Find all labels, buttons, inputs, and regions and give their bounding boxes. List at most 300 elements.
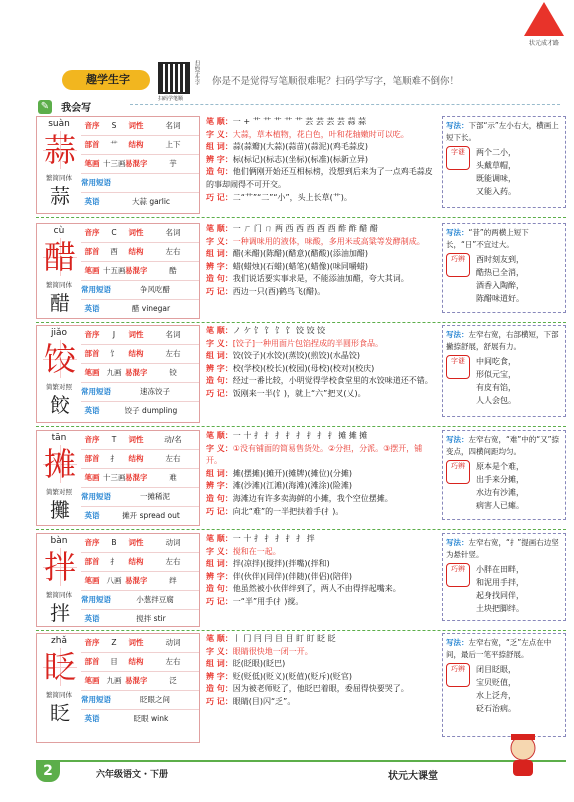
info-row	[81, 281, 199, 300]
detail-label: 辨 字：	[206, 154, 233, 164]
detail-qiaoji: 眼睛(目)闪“乏”。	[232, 696, 296, 706]
info-cell: 左右	[165, 454, 181, 463]
detail-zuci: 眨(眨眼)(眨巴)	[232, 659, 286, 669]
char-entry	[36, 223, 566, 319]
main-character: 摊	[43, 445, 76, 483]
poem-line: 头戴草帽，	[476, 161, 516, 170]
info-cell: 名词	[165, 228, 181, 237]
info-cell: J	[112, 330, 116, 339]
info-cell: 部首	[84, 247, 100, 256]
info-cell: 部首	[84, 454, 100, 463]
info-grid	[81, 534, 199, 628]
detail-qiaoji: 二“艹”“二”“小”，头上长草(艹)。	[232, 192, 352, 202]
detail-label: 字 义：	[206, 646, 233, 656]
detail-line	[206, 646, 438, 659]
info-cell: 动词	[165, 638, 181, 647]
info-row	[81, 634, 199, 653]
detail-zuci: 摊(摆摊)(摊开)(摊牌)(摊位)(分摊)	[232, 468, 353, 478]
info-cell: 词性	[128, 228, 144, 237]
detail-label: 字 义：	[206, 129, 233, 139]
detail-line	[206, 350, 438, 363]
info-row	[81, 572, 199, 591]
variant-character: 攤	[50, 498, 70, 522]
poem-line: 水边有沙滩，	[476, 488, 524, 497]
variant-label: 简繁对照	[46, 488, 72, 496]
detail-line	[206, 596, 438, 609]
info-cell: 英语	[84, 304, 100, 313]
qr-side-caption: 扫码学生字	[194, 60, 200, 85]
info-cell: 音序	[84, 435, 100, 444]
tip-poem	[476, 460, 524, 512]
detail-bianzi: 伴(伙伴)(同伴)(伴随)(伴侣)(陪伴)	[232, 571, 353, 581]
detail-bihua: 一 + 艹 艹 艹 艹 艹 芸 芸 芸 芸 蒜 蒜	[232, 117, 367, 126]
tip-label: 写法：	[446, 638, 469, 647]
tip-poem	[476, 146, 516, 198]
info-row	[81, 174, 199, 193]
info-grid	[81, 224, 199, 318]
entry-separator	[36, 322, 566, 323]
info-cell: 艹	[110, 140, 118, 149]
detail-bihua: 丨 冂 冃 冃 目 目 盯 盯 眨 眨	[232, 634, 336, 643]
info-row	[81, 591, 199, 610]
detail-label: 巧 记：	[206, 286, 233, 296]
detail-line	[206, 223, 438, 236]
section-header	[62, 60, 562, 102]
footer	[36, 760, 566, 784]
info-cell: 部首	[84, 557, 100, 566]
info-cell: 结构	[128, 657, 144, 666]
detail-line	[206, 430, 438, 443]
info-cell: 部首	[84, 349, 100, 358]
section-title: 趣学生字	[62, 70, 150, 90]
detail-label: 辨 字：	[206, 571, 233, 581]
tip-poem	[476, 563, 524, 615]
info-cell: 一摊稀泥	[140, 492, 170, 501]
pinyin: cù	[53, 226, 65, 236]
char-entry	[36, 430, 566, 526]
info-cell: 部首	[84, 140, 100, 149]
tip-badge: 字谜	[446, 146, 470, 170]
variant-label: 繁简同体	[46, 591, 72, 599]
info-cell: 十五画	[103, 266, 125, 275]
tip-text: 下部“示”左小右大，横画上短下长。	[446, 121, 559, 142]
detail-line	[206, 493, 438, 506]
info-cell: 结构	[128, 557, 144, 566]
detail-ziyi: [饺子]一种用面片包馅捏成的半圆形食品。	[232, 338, 384, 348]
detail-zaoju: 因为被老师贬了，他眨巴着眼，委屈得快要哭了。	[232, 684, 409, 694]
info-cell: 八画	[106, 576, 122, 585]
info-cell: 左右	[165, 557, 181, 566]
tip-badge: 巧辨	[446, 460, 470, 484]
info-cell: 争风吃醋	[140, 285, 170, 294]
detail-line	[206, 683, 438, 696]
variant-label: 繁简同体	[46, 691, 72, 699]
logo-text: 状元成才路	[528, 40, 559, 47]
info-cell: 酉	[110, 247, 118, 256]
info-cell: 左右	[165, 657, 181, 666]
poem-line: 酒香入陶醉，	[476, 281, 524, 290]
variant-label: 繁简同体	[46, 174, 72, 182]
info-cell: 左右	[165, 349, 181, 358]
poem-line: 陈醋味道好。	[476, 294, 524, 303]
variant-character: 拌	[50, 601, 70, 625]
poem-line: 又能入药。	[476, 187, 516, 196]
detail-bihua: 一 十 扌 扌 扌 扌 扌 扌 扌 扌 摊 摊 摊	[232, 431, 368, 440]
info-cell: 结构	[128, 349, 144, 358]
detail-line	[206, 506, 438, 519]
info-cell: 易混字	[125, 266, 147, 275]
detail-label: 辨 字：	[206, 363, 233, 373]
info-grid	[81, 326, 199, 420]
detail-line	[206, 325, 438, 338]
info-cell: 词性	[128, 121, 144, 130]
detail-label: 巧 记：	[206, 596, 233, 606]
char-details	[206, 116, 438, 204]
subsection-label: 我会写	[61, 103, 92, 114]
info-row	[81, 672, 199, 691]
detail-line	[206, 363, 438, 376]
char-entry	[36, 116, 566, 214]
info-cell: 笔画	[84, 473, 100, 482]
detail-label: 笔 顺：	[206, 224, 233, 233]
detail-label: 字 义：	[206, 546, 233, 556]
info-cell: 常用短语	[81, 178, 111, 187]
info-cell: 小葱拌豆腐	[136, 595, 174, 604]
info-row	[81, 136, 199, 155]
tip-poem	[476, 253, 524, 305]
writing-tips	[442, 223, 566, 313]
detail-bianzi: 标(标记)(标志)(坐标)(标准)(标新立异)	[232, 154, 369, 164]
logo-triangle-icon	[524, 2, 564, 36]
info-cell: 泛	[169, 676, 177, 685]
info-cell: 十三画	[103, 473, 125, 482]
info-cell: 英语	[84, 614, 100, 623]
info-row	[81, 553, 199, 572]
detail-zaoju: 海滩边有许多卖海鲜的小摊，我个空位摆摊。	[232, 493, 393, 503]
detail-bihua: ノ ケ 饣 饣 饣 饣 饺 饺 饺	[232, 326, 326, 335]
info-cell: 音序	[84, 638, 100, 647]
info-cell: 常用短语	[81, 695, 111, 704]
tip-badge: 巧辨	[446, 563, 470, 587]
detail-line	[206, 571, 438, 584]
info-cell: 词性	[128, 538, 144, 547]
pinyin: bàn	[50, 536, 68, 546]
pinyin: zhǎ	[51, 636, 67, 646]
info-row	[81, 507, 199, 525]
detail-line	[206, 166, 438, 191]
detail-line	[206, 633, 438, 646]
info-cell: B	[111, 538, 117, 547]
detail-line	[206, 338, 438, 351]
poem-line: 出手来分摊，	[476, 475, 524, 484]
tip-text: “昔”的两横上短下长，“日”不宜过大。	[446, 228, 529, 249]
info-cell: 目	[110, 657, 118, 666]
detail-line	[206, 658, 438, 671]
char-card	[36, 430, 200, 526]
info-row	[81, 710, 199, 728]
detail-line	[206, 236, 438, 249]
variant-character: 醋	[50, 291, 70, 315]
detail-line	[206, 261, 438, 274]
mascot-icon	[500, 730, 546, 780]
detail-bihua: 一 ㄏ 门 ㄇ 两 西 西 酉 酉 酉 酢 酢 醋 醋	[232, 224, 378, 233]
info-cell: 结构	[128, 454, 144, 463]
tip-text: 左窄右宽，“难”中的“又”捺变点，四横间距均匀。	[446, 435, 560, 456]
info-row	[81, 224, 199, 243]
variant-label: 繁简同体	[46, 281, 72, 289]
detail-ziyi: 大蒜，草本植物，花白色，叶和花轴嫩时可以吃。	[232, 129, 409, 139]
info-cell: 饺子 dumpling	[124, 406, 178, 415]
info-cell: 搅拌 stir	[136, 614, 166, 623]
detail-label: 组 词：	[206, 142, 233, 152]
book-title: 六年级语文・下册	[96, 770, 169, 780]
char-card	[36, 533, 200, 627]
info-cell: Z	[111, 638, 117, 647]
variant-character: 蒜	[50, 184, 70, 208]
char-details	[206, 223, 438, 299]
info-cell: 音序	[84, 538, 100, 547]
info-cell: 常用短语	[81, 387, 111, 396]
info-cell: 难	[169, 473, 177, 482]
detail-label: 造 句：	[206, 584, 233, 594]
detail-line	[206, 443, 438, 468]
detail-label: 字 义：	[206, 443, 233, 453]
detail-line	[206, 273, 438, 286]
tip-label: 写法：	[446, 330, 469, 339]
info-cell: 部首	[84, 657, 100, 666]
info-cell: 易混字	[125, 676, 147, 685]
poem-line: 既能调味，	[476, 174, 516, 183]
detail-ziyi: 眼睛很快地一闭一开。	[232, 646, 313, 656]
info-cell: 芋	[169, 159, 177, 168]
page-number: 2	[36, 760, 60, 782]
info-cell: 铰	[169, 368, 177, 377]
char-details	[206, 633, 438, 709]
info-cell: 酷	[169, 266, 177, 275]
info-cell: 名词	[165, 330, 181, 339]
detail-ziyi: 搅和在一起。	[232, 546, 281, 556]
detail-line	[206, 248, 438, 261]
info-cell: 结构	[128, 247, 144, 256]
tip-poem	[476, 663, 516, 715]
info-cell: 笔画	[84, 368, 100, 377]
info-cell: 易混字	[125, 159, 147, 168]
poem-line: 酷热已全消，	[476, 268, 524, 277]
detail-line	[206, 154, 438, 167]
info-cell: 英语	[84, 511, 100, 520]
detail-label: 巧 记：	[206, 696, 233, 706]
info-cell: 大蒜 garlic	[131, 197, 171, 206]
detail-qiaoji: 一“半”用手(扌)搅。	[232, 596, 304, 606]
info-row	[81, 243, 199, 262]
info-cell: 笔画	[84, 576, 100, 585]
info-cell: 笔画	[84, 159, 100, 168]
char-card	[36, 116, 200, 214]
info-cell: 速冻饺子	[140, 387, 170, 396]
detail-line	[206, 533, 438, 546]
qr-code-icon[interactable]	[158, 62, 190, 94]
pinyin: suàn	[48, 119, 70, 129]
poem-line: 起身找同伴，	[476, 591, 524, 600]
poem-line: 形似元宝，	[476, 370, 516, 379]
detail-ziyi: ①没有铺面的简易售货处。②分担，分派。③摆开，铺开。	[206, 443, 423, 466]
detail-bianzi: 贬(贬低)(贬义)(贬值)(贬斥)(贬官)	[232, 671, 353, 681]
detail-line	[206, 558, 438, 571]
poem-line: 小胖在田畔，	[476, 565, 524, 574]
info-cell: 饣	[110, 349, 118, 358]
detail-label: 字 义：	[206, 338, 233, 348]
poem-line: 和泥用手拌，	[476, 578, 524, 587]
tip-label: 写法：	[446, 121, 469, 130]
detail-bianzi: 滩(沙滩)(江滩)(海滩)(滩涂)(险滩)	[232, 481, 353, 491]
info-grid	[81, 634, 199, 728]
tip-text: 左窄右宽，右部横短，下部撇捺舒展，舒展有力。	[446, 330, 559, 351]
info-row	[81, 450, 199, 469]
entry-separator	[36, 529, 566, 530]
detail-line	[206, 388, 438, 401]
detail-qiaoji: 西边一只(酉)鹤鸟飞(醋)。	[232, 286, 326, 296]
info-row	[81, 155, 199, 174]
detail-label: 造 句：	[206, 684, 233, 694]
info-cell: C	[111, 228, 117, 237]
brand-name: 状元大课堂	[388, 771, 438, 782]
detail-label: 笔 顺：	[206, 117, 233, 126]
info-cell: 易混字	[125, 473, 147, 482]
info-cell: 结构	[128, 140, 144, 149]
info-row	[81, 262, 199, 281]
detail-zaoju: 经过一番比较，小明觉得学校食堂里的水饺味道还不错。	[232, 376, 433, 386]
char-details	[206, 430, 438, 518]
poem-line: 原本是个难，	[476, 462, 524, 471]
variant-label: 简繁对照	[46, 383, 72, 391]
tip-label: 写法：	[446, 538, 469, 547]
char-card	[36, 633, 200, 743]
writing-tips	[442, 533, 566, 621]
info-cell: 动词	[165, 538, 181, 547]
info-cell: 常用短语	[81, 595, 111, 604]
poem-line: 中间吃食，	[476, 357, 516, 366]
detail-line	[206, 468, 438, 481]
poem-line: 病害人已瘫。	[476, 501, 524, 510]
detail-line	[206, 583, 438, 596]
info-cell: 左右	[165, 247, 181, 256]
poem-line: 人人会包。	[476, 396, 516, 405]
detail-bihua: 一 十 扌 扌 扌 扌 扌 拌	[232, 534, 315, 543]
info-cell: 易混字	[125, 368, 147, 377]
info-cell: 英语	[84, 406, 100, 415]
pencil-icon: ✎	[38, 100, 52, 114]
detail-label: 辨 字：	[206, 261, 233, 271]
detail-label: 笔 顺：	[206, 431, 233, 440]
detail-zaoju: 我们说话要实事求是，不能添油加醋，夸大其词。	[232, 274, 409, 284]
info-grid	[81, 117, 199, 211]
subsection-header	[38, 96, 563, 112]
tip-label: 写法：	[446, 228, 469, 237]
tip-badge: 字谜	[446, 355, 470, 379]
detail-line	[206, 116, 438, 129]
detail-zuci: 饺(饺子)(水饺)(蒸饺)(煎饺)(水晶饺)	[232, 351, 361, 361]
char-entry	[36, 325, 566, 423]
pinyin: tān	[51, 433, 67, 443]
info-cell: 绊	[169, 576, 177, 585]
detail-line	[206, 480, 438, 493]
detail-label: 巧 记：	[206, 192, 233, 202]
detail-line	[206, 141, 438, 154]
tip-poem	[476, 355, 516, 407]
entry-separator	[36, 630, 566, 631]
detail-label: 辨 字：	[206, 671, 233, 681]
poem-line: 砭石治病。	[476, 704, 516, 713]
info-cell: 九画	[106, 676, 122, 685]
detail-label: 造 句：	[206, 376, 233, 386]
detail-bianzi: 蜡(蜡烛)(石蜡)(蜡笔)(蜡像)(味同嚼蜡)	[232, 261, 369, 271]
detail-label: 组 词：	[206, 468, 233, 478]
detail-zuci: 醋(米醋)(陈醋)(醋意)(醋酸)(添油加醋)	[232, 249, 369, 259]
tip-badge: 巧辨	[446, 663, 470, 687]
detail-label: 字 义：	[206, 236, 233, 246]
char-entry	[36, 633, 566, 743]
info-cell: 音序	[84, 121, 100, 130]
char-details	[206, 325, 438, 401]
poem-line: 宝贝贬值，	[476, 678, 516, 687]
info-row	[81, 610, 199, 628]
info-row	[81, 402, 199, 420]
header-description: 你是不是觉得写笔顺很难呢？扫码学写字，笔顺难不倒你！	[212, 76, 460, 87]
info-cell: 九画	[106, 368, 122, 377]
poem-line: 土块把脚绊。	[476, 604, 524, 613]
main-character: 醋	[43, 238, 76, 276]
divider	[130, 104, 560, 105]
info-cell: 词性	[128, 638, 144, 647]
info-row	[81, 345, 199, 364]
info-cell: 醋 vinegar	[131, 304, 171, 313]
char-card	[36, 223, 200, 319]
detail-zuci: 拌(凉拌)(搅拌)(拌嘴)(拌和)	[232, 559, 330, 569]
detail-zuci: 蒜(蒜瓣)(大蒜)(蒜苗)(蒜泥)(鸡毛蒜皮)	[232, 142, 369, 152]
detail-line	[206, 192, 438, 205]
detail-ziyi: 一种调味用的液体，味酸，多用米或高粱等发酵制成。	[232, 236, 425, 246]
info-cell: 笔画	[84, 676, 100, 685]
writing-tips	[442, 430, 566, 520]
detail-label: 造 句：	[206, 493, 233, 503]
pinyin: jiǎo	[50, 328, 68, 338]
info-cell: 扌	[110, 557, 118, 566]
info-cell: 十三画	[103, 159, 125, 168]
info-row	[81, 193, 199, 211]
detail-label: 组 词：	[206, 559, 233, 569]
variant-character: 餃	[50, 393, 70, 417]
detail-label: 笔 顺：	[206, 326, 233, 335]
info-cell: 词性	[128, 435, 144, 444]
detail-qiaoji: 饭刚来一半(饣)，就上“六”把叉(乂)。	[232, 388, 366, 398]
info-cell: 英语	[84, 197, 100, 206]
info-row	[81, 300, 199, 318]
detail-label: 笔 顺：	[206, 634, 233, 643]
info-cell: 英语	[84, 714, 100, 723]
char-entry	[36, 533, 566, 627]
detail-label: 造 句：	[206, 274, 233, 284]
info-cell: 扌	[110, 454, 118, 463]
detail-line	[206, 671, 438, 684]
qr-caption: 扫码学笔顺	[158, 96, 184, 102]
detail-label: 组 词：	[206, 659, 233, 669]
detail-label: 造 句：	[206, 167, 233, 177]
info-row	[81, 383, 199, 402]
poem-line: 两个二小，	[476, 148, 516, 157]
detail-line	[206, 696, 438, 709]
info-cell: 上下	[165, 140, 181, 149]
char-card	[36, 325, 200, 423]
